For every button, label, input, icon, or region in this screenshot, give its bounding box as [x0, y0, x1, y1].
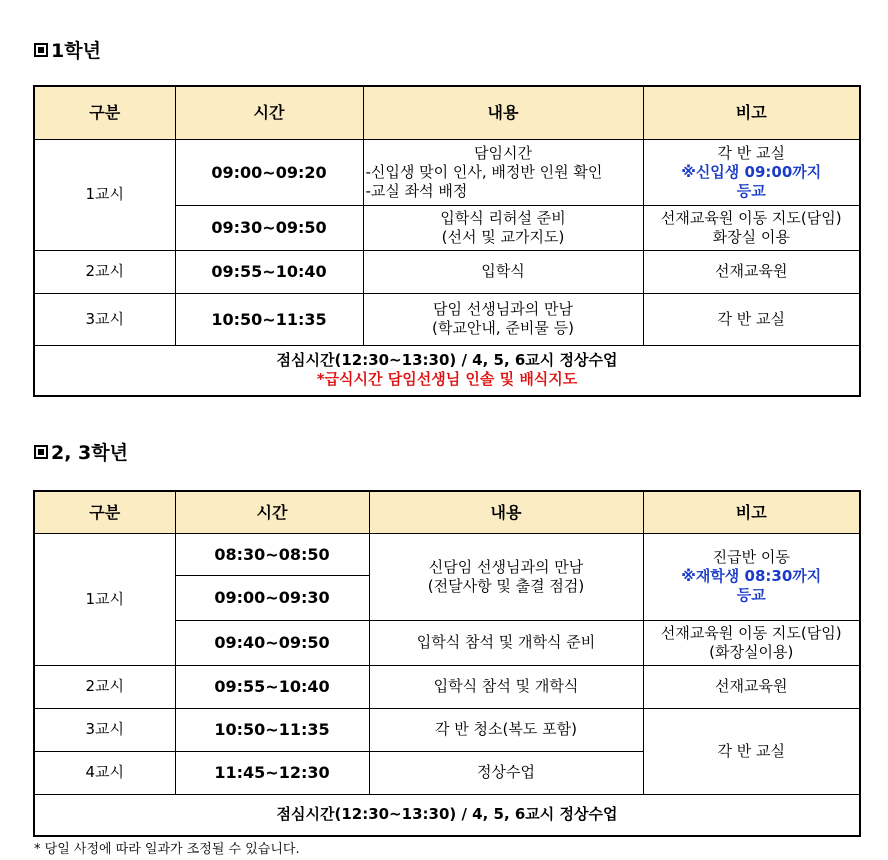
content-cell [363, 139, 643, 205]
period-label: 2교시 [34, 665, 175, 708]
schedule-table-grade23 [33, 490, 861, 837]
content-cell: 각 반 청소(복도 포함) [369, 708, 643, 751]
note-arrival-time: ※재학생 08:30까지 [681, 567, 822, 585]
section2-title-text: 2, 3학년 [51, 442, 128, 464]
note-line: 선재교육원 이동 지도(담임) [660, 208, 842, 227]
header-content: 내용 [369, 491, 643, 533]
note-line: (화장실이용) [709, 642, 794, 661]
note-cell [643, 205, 860, 250]
content-cell: 입학식 [363, 250, 643, 293]
square-bullet-icon [34, 445, 48, 459]
content-cell [363, 293, 643, 345]
note-line: 화장실 이용 [712, 227, 790, 246]
note-line: 선재교육원 이동 지도(담임) [660, 623, 842, 642]
period-label: 1교시 [34, 533, 175, 665]
time-cell: 10:50~11:35 [175, 293, 363, 345]
header-content: 내용 [363, 86, 643, 139]
content-line: (선서 및 교가지도) [441, 227, 565, 246]
note-cell [643, 533, 860, 620]
header-category: 구분 [34, 86, 175, 139]
period-label: 1교시 [34, 139, 175, 250]
period-label: 2교시 [34, 250, 175, 293]
note-cell [643, 139, 860, 205]
square-bullet-icon [34, 43, 48, 57]
table-row [34, 139, 860, 205]
note-cell [643, 620, 860, 665]
table-row [34, 533, 860, 575]
time-cell: 10:50~11:35 [175, 708, 369, 751]
header-note: 비고 [643, 491, 860, 533]
content-cell [369, 533, 643, 620]
header-time: 시간 [175, 86, 363, 139]
content-cell [363, 205, 643, 250]
period-label: 3교시 [34, 293, 175, 345]
content-line: -교실 좌석 배정 [365, 181, 468, 200]
time-cell: 09:00~09:20 [175, 139, 363, 205]
content-cell: 입학식 참석 및 개학식 준비 [369, 620, 643, 665]
schedule-table-grade1 [33, 85, 861, 397]
section1-title [34, 36, 101, 63]
lunch-row [34, 345, 860, 396]
header-category: 구분 [34, 491, 175, 533]
time-cell: 11:45~12:30 [175, 751, 369, 794]
note-arrival-label: 등교 [736, 586, 766, 604]
time-cell: 09:30~09:50 [175, 205, 363, 250]
note-line: 진급반 이동 [712, 548, 790, 566]
lunch-row [34, 794, 860, 836]
time-cell: 08:30~08:50 [175, 533, 369, 575]
table-row [34, 293, 860, 345]
note-cell: 각 반 교실 [643, 708, 860, 794]
lunch-text: 점심시간(12:30~13:30) / 4, 5, 6교시 정상수업 [276, 351, 618, 370]
time-cell: 09:00~09:30 [175, 575, 369, 620]
time-cell: 09:55~10:40 [175, 665, 369, 708]
note-cell: 선재교육원 [643, 665, 860, 708]
header-time: 시간 [175, 491, 369, 533]
table-header-row [34, 491, 860, 533]
time-cell: 09:55~10:40 [175, 250, 363, 293]
table-header-row [34, 86, 860, 139]
note-cell: 선재교육원 [643, 250, 860, 293]
content-line: 입학식 리허설 준비 [440, 208, 566, 227]
note-cell: 각 반 교실 [643, 293, 860, 345]
content-cell: 정상수업 [369, 751, 643, 794]
note-arrival-label: 등교 [736, 181, 766, 200]
content-line: 담임 선생님과의 만남 [433, 300, 573, 318]
content-cell: 입학식 참석 및 개학식 [369, 665, 643, 708]
header-note: 비고 [643, 86, 860, 139]
time-cell: 09:40~09:50 [175, 620, 369, 665]
table-row [34, 708, 860, 751]
note-arrival-time: ※신입생 09:00까지 [681, 162, 822, 181]
lunch-cell: 점심시간(12:30~13:30) / 4, 5, 6교시 정상수업 [34, 794, 860, 836]
lunch-cell [34, 345, 860, 396]
lunch-note: *급식시간 담임선생님 인솔 및 배식지도 [316, 370, 578, 389]
period-label: 3교시 [34, 708, 175, 751]
content-title: 담임시간 [474, 143, 532, 162]
footnote: * 당일 사정에 따라 일과가 조정될 수 있습니다. [34, 842, 300, 857]
table-row [34, 665, 860, 708]
content-line: -신입생 맞이 인사, 배정반 인원 확인 [365, 162, 603, 181]
note-line: 각 반 교실 [717, 143, 785, 162]
period-label: 4교시 [34, 751, 175, 794]
content-line: 신담임 선생님과의 만남 [428, 557, 584, 576]
content-line: (전달사항 및 출결 점검) [427, 576, 585, 595]
section1-title-text: 1학년 [51, 40, 101, 62]
section2-title [34, 438, 128, 465]
content-line: (학교안내, 준비물 등) [432, 319, 574, 337]
table-row [34, 250, 860, 293]
